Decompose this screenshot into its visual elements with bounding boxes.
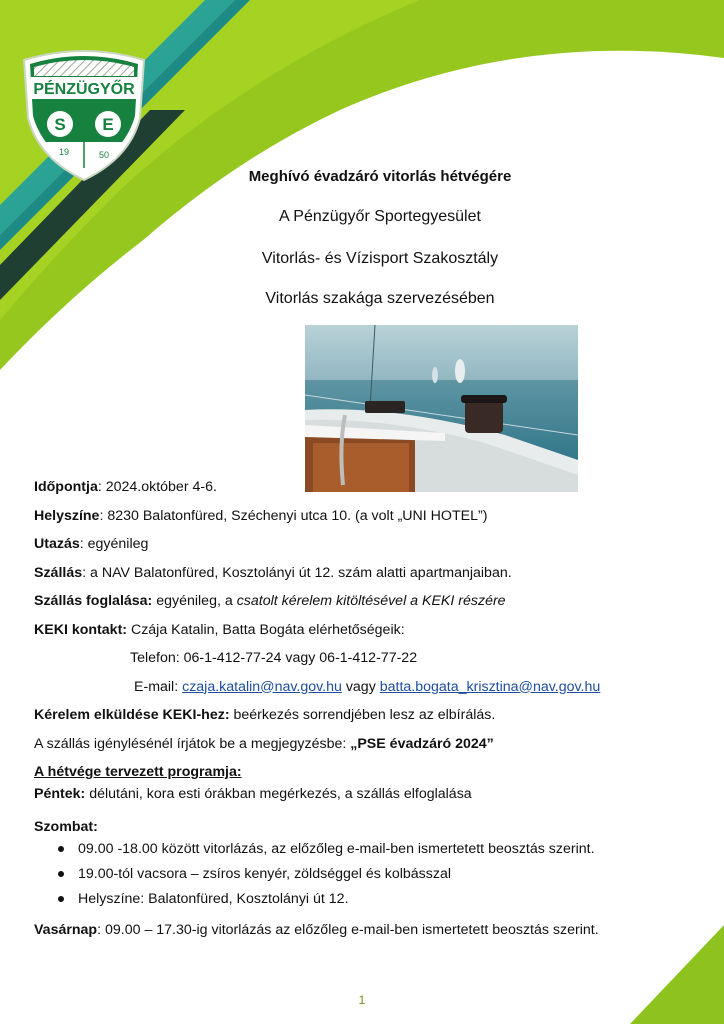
- logo-year-50: 50: [98, 150, 110, 160]
- booking-value: egyénileg, a: [152, 593, 237, 609]
- list-item: Helyszíne: Balatonfüred, Kosztolányi út 12.: [34, 889, 694, 914]
- send-row: [34, 705, 694, 734]
- travel-row: [34, 534, 694, 563]
- bullet-icon: [58, 896, 64, 902]
- email-row: [34, 677, 694, 706]
- send-value: beérkezés sorrendjében lesz az elbírálás.: [229, 707, 496, 723]
- contact-value: Czája Katalin, Batta Bogáta elérhetőségeik:: [127, 621, 405, 638]
- booking-label: Szállás foglalása:: [34, 593, 153, 609]
- friday-value: délutáni, kora esti órákban megérkezés, a szállás elfoglalása: [85, 786, 472, 802]
- date-label: Időpontja: [34, 479, 98, 495]
- sunday-row: [34, 920, 694, 949]
- branch-line: Vitorlás szakága szervezésében: [265, 290, 495, 307]
- sailing-photo: [305, 325, 578, 492]
- logo-letter-e: E: [102, 115, 114, 134]
- saturday-label: Szombat:: [34, 818, 98, 835]
- travel-value: : egyénileg: [79, 536, 149, 552]
- lodging-label: Szállás: [34, 564, 83, 581]
- bullet-icon: [58, 846, 64, 852]
- friday-label: Péntek:: [34, 786, 86, 802]
- invitation-title: Meghívó évadzáró vitorlás hétvégére: [248, 168, 512, 185]
- list-item: 09.00 -18.00 között vitorlázás, az előzőleg e-mail-ben ismertetett beosztás szerint.: [34, 839, 694, 864]
- booking-value-italic: csatolt kérelem kitöltésével a KEKI részére: [236, 593, 506, 609]
- friday-row: [34, 784, 694, 813]
- venue-label: Helyszíne: [34, 507, 100, 524]
- send-label: Kérelem elküldése KEKI-hez:: [34, 707, 230, 723]
- email-prefix: E-mail:: [134, 678, 183, 695]
- lodging-value: : a NAV Balatonfüred, Kosztolányi út 12. szám alatti apartmanjaiban.: [82, 564, 512, 581]
- note-code: „PSE évadzáró 2024”: [350, 735, 494, 752]
- email-join: vagy: [341, 678, 380, 695]
- contact-label: KEKI kontakt:: [34, 621, 128, 638]
- lodging-row: [34, 563, 694, 592]
- saturday-list: [34, 839, 694, 914]
- travel-label: Utazás: [34, 536, 80, 552]
- organizer-line: A Pénzügyőr Sportegyesület: [279, 208, 481, 225]
- email-link-batta[interactable]: batta.bogata_krisztina@nav.gov.hu: [379, 678, 601, 695]
- list-item: 19.00-tól vacsora – zsíros kenyér, zöldséggel és kolbásszal: [34, 864, 694, 889]
- note-text: A szállás igénylésénél írjátok be a megjegyzésbe:: [34, 735, 351, 752]
- sunday-label: Vasárnap: [34, 921, 98, 938]
- section-line: Vitorlás- és Vízisport Szakosztály: [261, 250, 499, 267]
- logo-name: PÉNZÜGYŐR: [33, 81, 135, 98]
- program-heading: A hétvége tervezett programja:: [34, 764, 242, 780]
- email-link-czaja[interactable]: czaja.katalin@nav.gov.hu: [182, 678, 342, 695]
- phone-row: Telefon: 06-1-412-77-24 vagy 06-1-412-77-22: [130, 650, 418, 666]
- header-block: [0, 160, 724, 310]
- page-number: 1: [358, 993, 366, 1007]
- date-value: : 2024.október 4-6.: [97, 479, 217, 495]
- note-row: [34, 734, 694, 763]
- venue-row: [34, 506, 694, 535]
- logo-year-19: 19: [58, 147, 70, 157]
- bullet-icon: [58, 871, 64, 877]
- booking-row: [34, 591, 694, 620]
- date-row: [34, 477, 694, 506]
- contact-row: [34, 620, 694, 649]
- logo-letter-s: S: [54, 115, 66, 134]
- event-details: [34, 477, 694, 948]
- sunday-value: : 09.00 – 17.30-ig vitorlázás az előzőleg e-mail-ben ismertetett beosztás szerint.: [97, 921, 599, 938]
- venue-value: : 8230 Balatonfüred, Széchenyi utca 10. (a volt „UNI HOTEL”): [99, 507, 488, 524]
